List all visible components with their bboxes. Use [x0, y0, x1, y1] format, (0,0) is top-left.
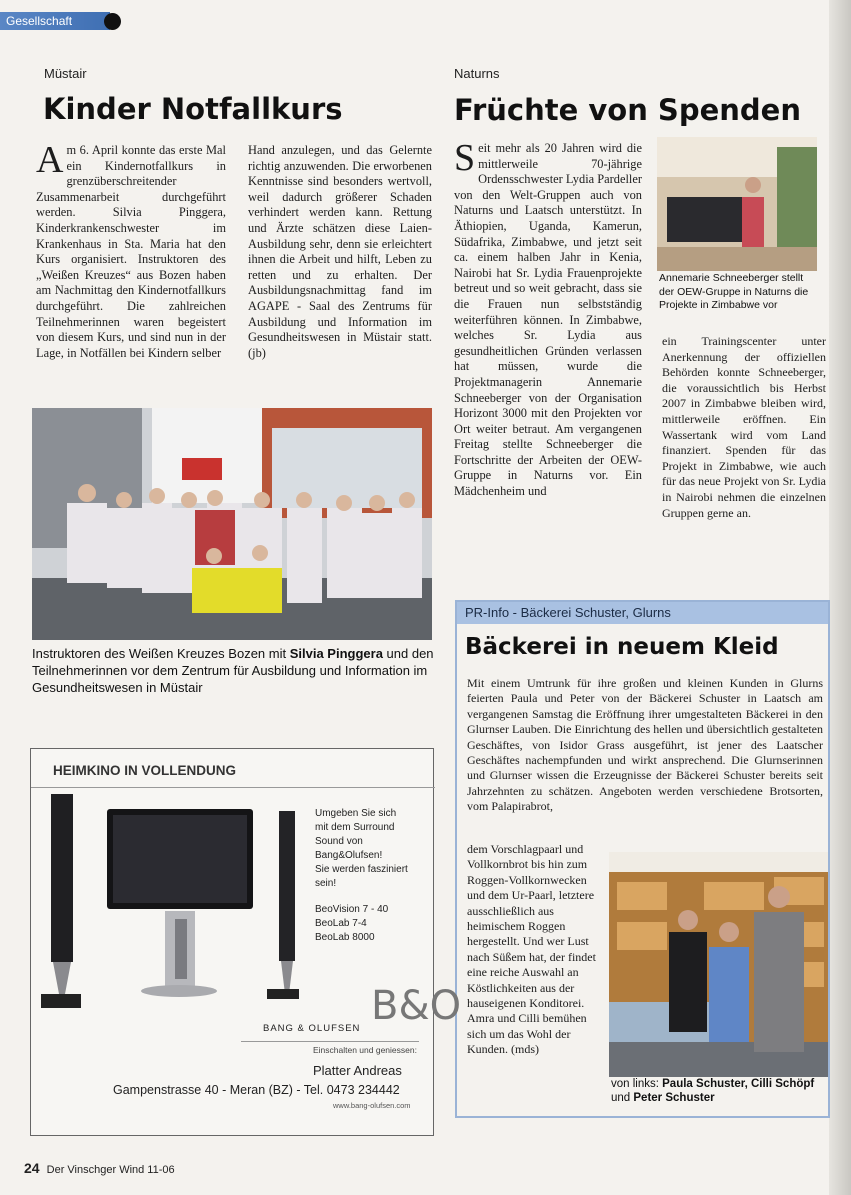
- tv-speakers-illustration: [39, 789, 309, 1019]
- ad-line: Sound von: [315, 836, 363, 847]
- caption-part: Instruktoren des Weißen Kreuzes Bozen mit: [32, 646, 290, 661]
- bo-logo: B&O: [371, 983, 462, 1029]
- bang-olufsen-ad: [30, 748, 462, 1136]
- right-kicker: Naturns: [454, 66, 500, 81]
- group-photo: [32, 408, 432, 640]
- ad-brand: BANG & OLUFSEN: [263, 1023, 361, 1034]
- caption-part: und den Teilnehmerinnen vor dem Zentrum für Ausbildung und Information im Gesundheitswesen in Müstair: [32, 646, 434, 695]
- caption-name: Silvia Pinggera: [289, 646, 383, 661]
- ad-divider: [31, 787, 435, 788]
- ad-line: sein!: [315, 878, 337, 889]
- left-article-col1: [36, 139, 226, 361]
- right-col2-text: ein Trainingscenter unter Anerkennung der offiziellen Behörden konnte Schneeberger, die voraussichtlich bis Herbst 2007 in Zimbabwe bleiben wird, mittlerweile eröffnen. Ein Wassertank wird vom Land finanziert. Spenden für das Projekt in Zimbabwe, wie auch für das neue Projekt von Sr. Lydia in Nairobi nehmen die einzelnen Gruppen gerne an.: [662, 334, 826, 520]
- oew-photo-caption: Annemarie Schneeberger stellt der OEW-Gruppe in Naturns die Projekte in Zimbabwe vor: [659, 272, 809, 311]
- section-dot-icon: [104, 13, 121, 30]
- ad-product: BeoLab 8000: [315, 932, 375, 943]
- section-tag: Gesellschaft: [0, 12, 110, 30]
- bakery-photo: [609, 852, 828, 1077]
- ad-product: BeoVision 7 - 40: [315, 904, 389, 915]
- caption-name: Paula Schuster, Cilli Schöpf: [662, 1078, 815, 1090]
- page-number: 24: [24, 1160, 40, 1176]
- right-col1-text: eit mehr als 20 Jahren wird die mittlerweile 70-jährige Ordensschwester Lydia Pardeller von den Welt-Gruppen auch von Naturns und Laatsch unterstützt. In Äthiopien, Uganda, Kamerun, Südafrika, Zimbabwe, und jetzt seit ca. einem halben Jahr in Kenia, Nairobi hat Sr. Lydia Frauenprojekte betreut und so weit gebracht, dass sie die Frauen nun selbstständig weiterführen können. In Zimbabwe, welches Sr. Lydia aus gesundheitlichen Gründen verlassen hat müssen, wurde die Projektmanagerin Annemarie Schneeberger von der Organisation Horizont 3000 mit den Projekten vor Ort weiter betraut. Am vergangenen Freitag stellte Schneeberger die Fortschritte der Arbeiten der OEW-Gruppe in Naturns vor. Ein Mädchenheim und: [454, 141, 642, 499]
- bakery-photo-caption: [611, 1077, 827, 1105]
- ad-slogan-block: [315, 807, 408, 945]
- right-dropcap: S: [454, 137, 476, 179]
- ad-divider-2: [241, 1041, 419, 1042]
- left-col2-text: Hand anzulegen, und das Gelernte richtig anzuwenden. Die erworbenen Kenntnisse sind besonders wertvoll, weil dadurch größerer Schaden verhindert werden kann. Rettung und Ärzte schätzen diese Laien-Ausbildung sehr, denn sie erleichtert ihnen die Arbeit und hilft, Leben zu retten und zu erhalten. Der Ausbildungsnachmittag fand im AGAPE - Saal des Zentrums für Ausbildung und Information im Gesundheitswesen in Müstair statt. (jb): [248, 143, 432, 360]
- left-headline: Kinder Notfallkurs: [43, 92, 343, 126]
- right-article-col1: [454, 137, 642, 500]
- left-dropcap: A: [36, 139, 64, 181]
- ad-line: Umgeben Sie sich: [315, 808, 397, 819]
- caption-part: und: [611, 1092, 634, 1104]
- publication-name: Der Vinschger Wind 11-06: [46, 1164, 175, 1176]
- oew-group-photo: [657, 137, 817, 271]
- ad-dealer: Platter Andreas: [313, 1063, 402, 1078]
- pr-intro-text: Mit einem Umtrunk für ihre großen und kleinen Kunden in Glurns feierten Paula und Peter von der Bäckerei Schuster in Laatsch am vergangenen Samstag die Eröffnung ihrer umgestalteten Bäckerei in den Glurnser Lauben. Die Einrichtung des hellen und übersichtlich gestalteten Geschäftes, von Isidor Grass ausgeführt, ist jener des Laatscher Geschäftes nachempfunden und wirkt ansprechend. Die Glurnserinnen und Glurnser wissen die Erzeugnisse der Bäckerei Schuster bereits seit Jahrzehnten zu schätzen. Angeboten werden verschiedene Brotsorten, vom Palapirabrot,: [467, 676, 823, 814]
- ad-line: Bang&Olufsen!: [315, 850, 383, 861]
- caption-part: von links:: [611, 1078, 663, 1090]
- pr-narrow-text: dem Vorschlagpaarl und Vollkornbrot bis hin zum Roggen-Vollkornwecken und dem Ur-Paarl, letztere ausschließlich aus heimischem Roggen hergestellt. Und wer Lust nach Süßem hat, der findet eine reiche Auswahl an Köstlichkeiten aus der hauseigenen Konditorei. Amra und Cilli bemühen sich um das Wohl der Kunden. (mds): [467, 842, 596, 1057]
- ad-line: mit dem Surround: [315, 822, 395, 833]
- ad-title: HEIMKINO IN VOLLENDUNG: [53, 763, 237, 778]
- left-kicker: Müstair: [44, 66, 87, 81]
- group-photo-caption: [32, 645, 438, 696]
- caption-name: Peter Schuster: [633, 1092, 715, 1104]
- right-article-col2: [662, 334, 826, 521]
- pr-info-bar: PR-Info - Bäckerei Schuster, Glurns: [457, 602, 828, 624]
- left-article-col2: [248, 143, 432, 361]
- ad-url: www.bang-olufsen.com: [333, 1101, 411, 1110]
- page-footer: [24, 1160, 175, 1176]
- page-edge-shadow: [829, 0, 851, 1195]
- left-col1-text: m 6. April konnte das erste Mal ein Kindernotfallkurs in grenzüberschreitender Zusammenarbeit durchgeführt werden. Silvia Pinggera, Kinderkrankenschwester im Krankenhaus in Sta. Maria hat den Kurs organisiert. Instruktoren des „Weißen Kreuzes“ aus Bozen haben am Nachmittag den Kindernotfallkurs durchgeführt. Die zahlreichen Teilnehmerinnen waren begeistert von diesem Kurs, und sind nun in der Lage, in Notfällen bei Kindern selber: [36, 143, 226, 360]
- ad-address: Gampenstrasse 40 - Meran (BZ) - Tel. 0473 234442: [113, 1083, 400, 1097]
- right-headline: Früchte von Spenden: [454, 93, 801, 127]
- pr-headline: Bäckerei in neuem Kleid: [465, 634, 779, 660]
- ad-line: Sie werden fasziniert: [315, 864, 408, 875]
- ad-product: BeoLab 7-4: [315, 918, 367, 929]
- pr-info-box: [455, 600, 830, 1118]
- ad-tagline: Einschalten und geniessen:: [313, 1045, 417, 1055]
